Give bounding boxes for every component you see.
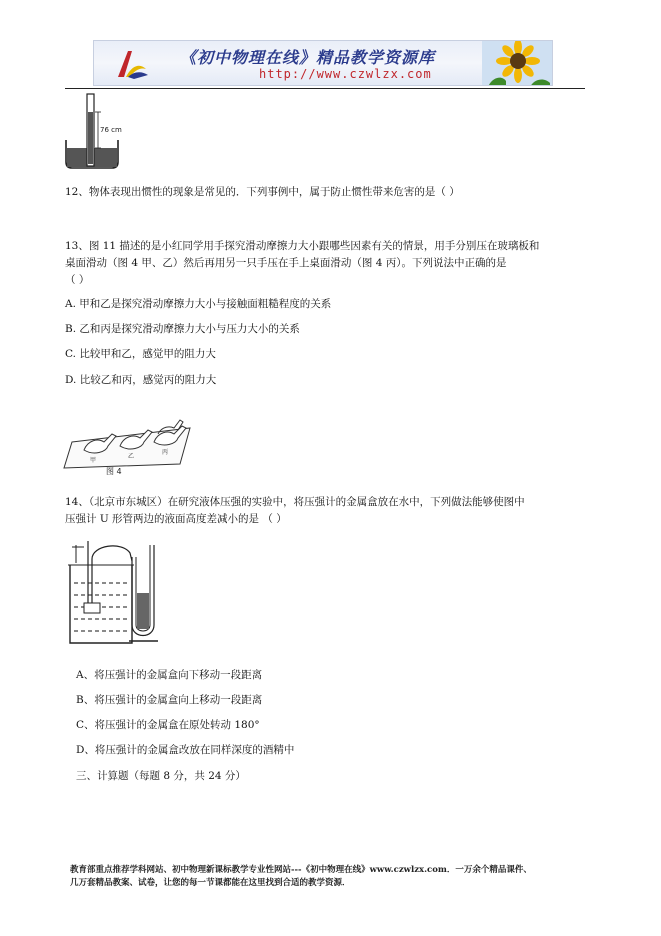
option-13-a: A. 甲和乙是探究滑动摩擦力大小与接触面粗糙程度的关系 xyxy=(65,298,332,310)
question-13-line3: （ ） xyxy=(65,274,90,286)
question-14-line1: 14、（北京市东城区）在研究液体压强的实验中，将压强计的金属盒放在水中，下列做法能够使图中 xyxy=(65,496,525,508)
sunflower-icon xyxy=(482,41,553,86)
header-banner xyxy=(93,40,553,86)
header-rule xyxy=(65,88,585,89)
page-footer xyxy=(70,864,610,890)
figure-4-label-jia: 甲 xyxy=(90,457,97,464)
banner-url[interactable]: http://www.czwlzx.com xyxy=(259,67,432,81)
figure-4-caption: 图 4 xyxy=(106,467,122,476)
question-12: 12、物体表现出惯性的现象是常见的．下列事例中，属于防止惯性带来危害的是（ ） xyxy=(65,186,460,198)
figure-4-label-bing: 丙 xyxy=(162,449,169,456)
option-13-d: D. 比较乙和丙，感觉丙的阻力大 xyxy=(65,374,217,386)
option-13-b: B. 乙和丙是探究滑动摩擦力大小与压力大小的关系 xyxy=(65,323,300,335)
option-14-c: C、将压强计的金属盒在原处转动 180° xyxy=(76,719,260,731)
option-14-b: B、将压强计的金属盒向上移动一段距离 xyxy=(76,694,263,706)
figure-4-label-yi: 乙 xyxy=(128,453,135,460)
banner-title: 《初中物理在线》精品教学资源库 xyxy=(180,48,436,67)
question-13-line2: 桌面滑动（图 4 甲、乙）然后再用另一只手压在手上桌面滑动（图 4 丙）。下列说法中正确的是 xyxy=(65,257,507,269)
question-13-line1: 13、图 11 描述的是小红同学用手探究滑动摩擦力大小跟哪些因素有关的情景，用手分别压在玻璃板和 xyxy=(65,240,540,252)
pressure-gauge-figure xyxy=(66,537,166,649)
option-14-d: D、将压强计的金属盒改放在同样深度的酒精中 xyxy=(76,744,295,756)
option-14-a: A、将压强计的金属盒向下移动一段距离 xyxy=(76,669,263,681)
option-13-c: C. 比较甲和乙，感觉甲的阻力大 xyxy=(65,348,216,360)
footer-line-2: 几万套精品教案、试卷，让您的每一节课都能在这里找到合适的教学资源． xyxy=(70,878,351,888)
footer-line-1: 教育部重点推荐学科网站、初中物理新课标教学专业性网站---《初中物理在线》www.czwlzx.com．一万余个精品课件、 xyxy=(70,865,532,875)
question-14-line2: 压强计 U 形管两边的液面高度差减小的是 （ ） xyxy=(65,513,287,525)
figure-4-hands xyxy=(62,404,202,476)
section-3-title: 三、计算题（每题 8 分，共 24 分） xyxy=(76,770,246,782)
logo-icon xyxy=(114,47,150,81)
barometer-figure xyxy=(62,92,122,172)
tube-height-label: 76 cm xyxy=(100,126,122,134)
